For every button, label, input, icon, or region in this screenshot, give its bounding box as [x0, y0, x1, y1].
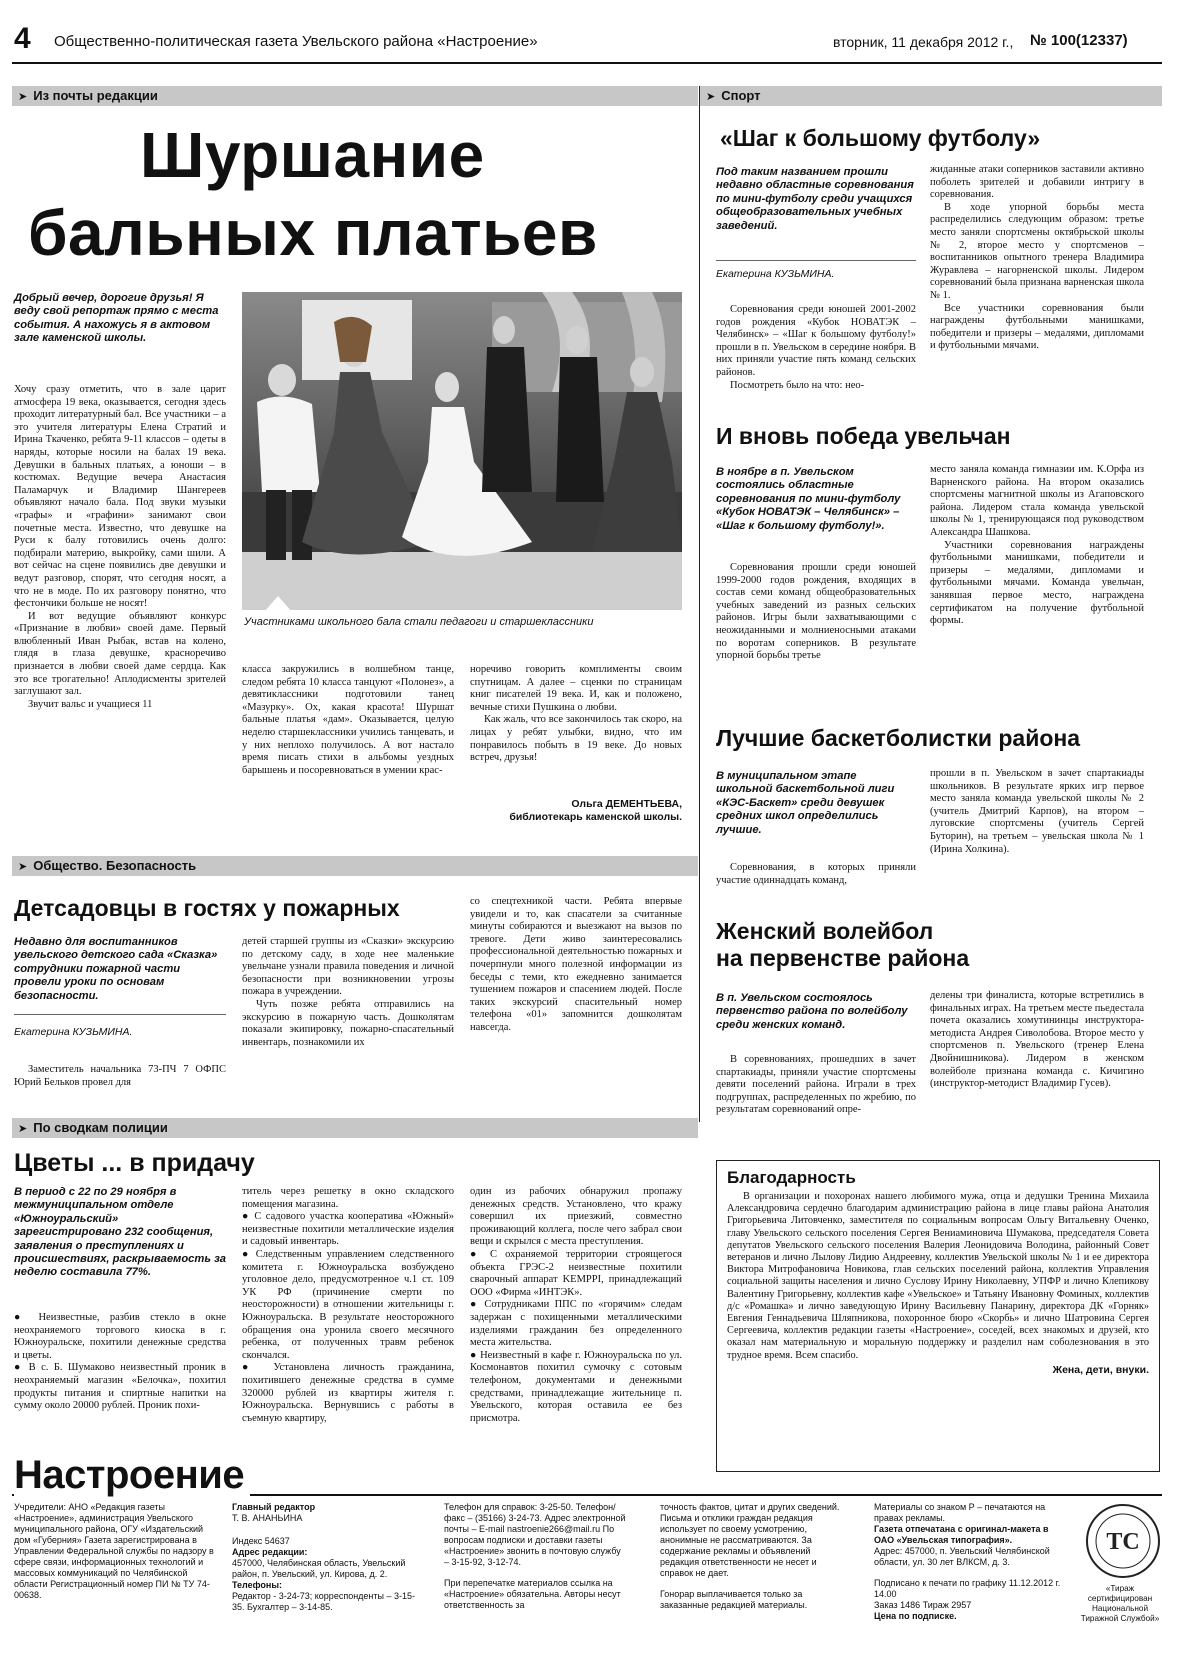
circulation-seal-icon [1084, 1502, 1162, 1580]
footer-ads-note: Материалы со знаком Р – печатаются на правах рекламы. [874, 1502, 1046, 1523]
ball-photo [242, 292, 682, 610]
paper-title: Общественно-политическая газета Увельского района «Настроение» [54, 33, 538, 50]
victory-paragraph: место заняла команда гимназии им. К.Орфа из Варненского района. На втором оказались спортсмены магнитной школы из Агаповского района. Лидером стала команда увельской школы № 1, тренирующаяся под руководством Александра Шашкова. [930, 464, 1144, 538]
ball-paragraph: норечиво говорить комплименты своим спутницам. А далее – сценки по страницам книг писателей 19 века. И, как и положено, вечные стихи Пушкина о любви. [470, 664, 682, 713]
arrow-icon: ➤ [18, 91, 28, 103]
caption-triangle-icon [264, 596, 292, 612]
football-paragraph: жиданные атаки соперников заставили активно поболеть зрителей и добавили интригу в соревнования. [930, 164, 1144, 201]
flowers-item-text: Следственным управлением следственного комитета г. Южноуральска возбуждено уголовное дело, предусмотренное ч.1 ст. 109 УК РФ (причинение смерти по неосторожности) в отношении жительницы г. Южноуральска. В результате неосторожного обращения она уронила своего месячного ребенка, от полученных травм ребенок скончался. [242, 1248, 454, 1361]
volleyball-title-line2: на первенстве района [716, 945, 970, 971]
firemen-column-3 [470, 896, 682, 1035]
ball-paragraph: Хочу сразу отметить, что в зале царит атмосфера 19 века, оказывается, сегодня здесь проходит литературный бал. Все участники – а это учителя литературы Елена Стратий и Ирина Ткаченко, ребята 9-11 классов – одеты в наряды, которые носили на балах 19 века. Девушки в бальных платьях, а юноши – в костюмах. Ведущие вечера Анастасия Паламарчук и Владимир Шангереев объявляют начало бала. Под звуки музыки «графы» и «графини» занимают свои почетные места. Известно, что девушке на Руси к балу готовились очень долго: подбирали материю, выкройку, сами шили. А вот сейчас на сцене появились две девушки и ведут разговор, спорят, что сегодня носят, а что не в моде. По их разговору понятно, что фестончики больше не носят! [14, 384, 226, 610]
ball-paragraph: И вот ведущие объявляют конкурс «Признание в любви» своей даме. Первый влюбленный Иван Рыбак, встав на колено, глядя в глаза девушке, красноречиво признается в любви своей даме сердца. Как это все трогательно! Аплодисменты зрителей заглушают зал. [14, 610, 226, 698]
firemen-column-1 [14, 1064, 226, 1089]
issue-date: вторник, 11 декабря 2012 г., [833, 34, 1014, 50]
footer-editor-label: Главный редактор [232, 1502, 316, 1512]
volleyball-title-line1: Женский волейбол [716, 918, 934, 944]
footer-address: 457000, Челябинская область, Увельский район, п. Увельский, ул. Кирова, д. 2. [232, 1558, 406, 1579]
firemen-author-rule [14, 1014, 226, 1015]
volleyball-paragraph: делены три финалиста, которые встретились в финальных играх. На третьем месте пьедестала почета оказались хомутининцы инструктора-методиста Андрея Сиволобова. Второе место у спортсменов п. Увельского (тренер Елена Двойнишникова). Лидером в женском волейболе признана команда с. Кичигино (инструктор-методист Владимир Гусев). [930, 990, 1144, 1090]
ball-title-line2: бальных платьев [28, 197, 598, 269]
victory-column-2 [930, 464, 1144, 628]
footer-phones-label: Телефоны: [232, 1580, 283, 1590]
flowers-item: ● В с. Б. Шумаково неизвестный проник в неохраняемый магазин «Белочка», похитил продукты питания и спиртные напитки на сумму около 20000 рублей. Проник похи- [14, 1362, 226, 1412]
footer-editor-block [232, 1502, 422, 1613]
flowers-item: ● Неизвестный в кафе г. Южноуральска по ул. Космонавтов похитил сумочку с сотовым телефоном, документами и денежными средствами, принадлежащие жительнице п. Увельского, которая оставила ее без присмотра. [470, 1349, 682, 1424]
volleyball-title [716, 918, 969, 972]
rubric-safety-label: Общество. Безопасность [33, 858, 197, 873]
basketball-paragraph: Соревнования, в которых приняли участие одиннадцать команд, [716, 862, 916, 886]
footer-price: Цена по подписке. [874, 1611, 957, 1621]
masthead-logo: Настроение [14, 1452, 250, 1498]
ball-title-line1: Шуршание [140, 119, 485, 191]
flowers-item: ● Следственным управлением следственного комитета г. Южноуральска возбуждено уголовное дело, предусмотренное ч.1 ст. 109 УК РФ (причинение смерти по неосторожности) в отношении жительницы г. Южноуральска. В результате неосторожного обращения она уронила своего месячного ребенка, от полученных травм ребенок скончался. [242, 1248, 454, 1361]
basketball-column-1 [716, 862, 916, 887]
football-column-2 [930, 164, 1144, 353]
football-author-rule [716, 260, 916, 261]
volleyball-lead: В п. Увельском состоялось первенство района по волейболу среди женских команд. [716, 992, 908, 1031]
volleyball-paragraph: В соревнованиях, прошедших в зачет спартакиады, приняли участие спортсмены девяти поселений района. Играли в трех подгруппах, распределенных по жребию, по результатам соревнований опре- [716, 1054, 916, 1116]
flowers-item-text: Неизвестный в кафе г. Южноуральска по ул. Космонавтов похитил сумочку с сотовым телефоном, документами и денежными средствами, принадлежащие жительнице п. Увельского, которая оставила ее без присмотра. [470, 1349, 682, 1424]
header-rule [12, 62, 1162, 64]
thanks-signature: Жена, дети, внуки. [1052, 1363, 1149, 1376]
seal-letters: ТС [1106, 1529, 1140, 1555]
firemen-author: Екатерина КУЗЬМИНА. [14, 1026, 133, 1038]
rubric-police-label: По сводкам полиции [33, 1120, 168, 1135]
footer-order: Заказ 1486 Тираж 2957 [874, 1600, 972, 1610]
firemen-paragraph: детей старшей группы из «Сказки» экскурсию по детскому саду, в ходе нее маленькие увельчане узнали правила поведения и личной безопасности при возникновении угрозы пожара в учреждении. [242, 936, 454, 998]
column-divider [699, 86, 700, 1122]
ball-paragraph: класса закружились в волшебном танце, следом ребята 10 класса танцуют «Полонез», а девятиклассники подготовили танец «Мазурку». Ох, какая красота! Шуршат бальные платья «дам». Оказывается, целую неделю старшеклассники учились танцевать, и у них неплохо получилось. А вот настало время писать стихи в альбомы уездных барышень и посоревноваться в умении крас- [242, 664, 454, 776]
flowers-item: ● Установлена личность гражданина, похитившего денежные средства в сумме 320000 рублей из квартиры жителя г. Южноуральска. Вернувшись с работы в съемную квартиру, [242, 1362, 454, 1424]
football-paragraph: Посмотреть было на что: нео- [730, 379, 865, 391]
flowers-item-text: Неизвестные, разбив стекло в окне неохраняемого торгового киоска в г. Южноуральске, похитили денежные средства и цветы. [14, 1312, 227, 1361]
ball-signature [440, 798, 682, 824]
firemen-paragraph: со спецтехникой части. Ребята впервые увидели и то, как спасатели за считанные минуты собираются и выезжают на вызов по тревоге. Дети живо заинтересовались профессиональной деятельностью пожарных и почерпнули много полезной информации из беседы с теми, кто ежедневно занимается тушением пожаров и спасением людей. После таких экскурсий спасительный номер телефона «01» запомнится дошколятам навсегда. [470, 896, 682, 1033]
basketball-title: Лучшие баскетболистки района [716, 725, 1081, 751]
flowers-item: ● Неизвестные, разбив стекло в окне неохраняемого торгового киоска в г. Южноуральске, похитили денежные средства и цветы. [14, 1312, 227, 1361]
football-paragraph: Все участники соревнования были награждены футбольными манишками, победители и призеры – медалями, дипломами и футбольными мячами. [930, 302, 1144, 352]
flowers-lead: В период с 22 по 29 ноября в межмуниципальном отделе «Южноуральский» зарегистрировано 232 сообщения, заявления о преступлениях и происшествиях, раскрываемость за неделю составила 77%. [14, 1186, 226, 1279]
footer-phones: Редактор - 3-24-73; корреспонденты – 3-15-35. Бухгалтер – 3-14-85. [232, 1591, 416, 1612]
flowers-item: ● Сотрудниками ППС по «горячим» следам задержан с похищенными металлическими изделиями гражданин без определенного места жительства. [470, 1299, 682, 1349]
footer-facts-block [660, 1502, 850, 1611]
football-author: Екатерина КУЗЬМИНА. [716, 268, 835, 280]
flowers-column-1 [14, 1312, 226, 1413]
rubric-mail-label: Из почты редакции [33, 88, 158, 103]
footer-fees: Гонорар выплачивается только за заказанные редакцией материалы. [660, 1589, 808, 1610]
footer-reprint: При перепечатке материалов ссылка на «Настроение» обязательна. Авторы несут ответственность за [444, 1578, 621, 1610]
flowers-item: ● С садового участка кооператива «Южный» неизвестные похитили металлические изделия и садовый инвентарь. [242, 1211, 454, 1248]
ball-lead: Добрый вечер, дорогие друзья! Я веду свой репортаж прямо с места события. А нахожусь я в актовом зале каменской школы. [14, 292, 219, 345]
football-paragraph: В ходе упорной борьбы места распределились следующим образом: третье место заняли спортсмены октябрьской школы № 2, второе место у спортсменов – воспитанников опытного тренера Владимира Журавлева – нагорненской школы. Лидером соревнований была признана варненская школа № 1. [930, 201, 1144, 301]
flowers-item: титель через решетку в окно складского помещения магазина. [242, 1186, 454, 1210]
footer-seal-text: «Тираж сертифицирован Национальной Тиражной Службой» [1080, 1584, 1160, 1623]
victory-title: И вновь победа увельчан [716, 423, 1011, 449]
footer-contacts: Телефон для справок: 3-25-50. Телефон/факс – (35166) 3-24-73. Адрес электронной почты – E-mail nastroenie266@mail.ru По вопросам подписки и доставки газеты «Настроение» звонить в почтовую службу – 3-15-92, 3-12-74. [444, 1502, 626, 1567]
ball-signature-role: библиотекарь каменской школы. [509, 811, 682, 823]
basketball-column-2 [930, 768, 1144, 856]
ball-paragraph: Звучит вальс и учащиеся 11 [28, 698, 153, 710]
victory-column-1 [716, 562, 916, 663]
flowers-item-text: Установлена личность гражданина, похитившего денежные средства в сумме 320000 рублей из квартиры жителя г. Южноуральска. Вернувшись с работы в съемную квартиру, [242, 1362, 454, 1424]
ball-paragraph: Как жаль, что все закончилось так скоро, на лицах у ребят улыбки, видно, что им понравилось побыть в 19 веке. До новых встреч, друзья! [470, 714, 682, 764]
issue-number: № 100(12337) [1030, 32, 1128, 49]
arrow-icon: ➤ [18, 861, 28, 873]
ball-column-2 [242, 664, 454, 777]
rubric-sport-label: Спорт [721, 88, 761, 103]
firemen-paragraph: Чуть позже ребята отправились на экскурсию в пожарную часть. Дошколятам показали экипировку, пожарно-спасательный инвентарь, познакомили их [242, 998, 454, 1048]
volleyball-column-1 [716, 1054, 916, 1117]
footer-signed: Подписано к печати по графику 11.12.2012 г. 14.00 [874, 1578, 1061, 1599]
ball-column-3 [470, 664, 682, 765]
footer-address-label: Адрес редакции: [232, 1547, 308, 1557]
footer-facts: точность фактов, цитат и других сведений. Письма и отклики граждан редакция использует по своему усмотрению, анонимные не рассматриваются. За содержание рекламы и объявлений редакция ответственности не несет и справок не дает. [660, 1502, 840, 1578]
footer-editor-name: Т. В. АНАНЬИНА [232, 1513, 303, 1523]
rubric-mail [12, 86, 698, 106]
ball-photo-caption: Участниками школьного бала стали педагоги и старшеклассники [244, 616, 594, 628]
flowers-item-text: Сотрудниками ППС по «горячим» следам задержан с похищенными металлическими изделиями гражданин без определенного места жительства. [470, 1299, 682, 1349]
basketball-paragraph: прошли в п. Увельском в зачет спартакиады школьников. В результате ярких игр первое место заняла команда увельской школы № 2 (учитель Дмитрий Карпов), на втором – луговские спортсмены (учитель Сергей Буторин), на третьем – увельская школа № 1 (Ирина Холкина). [930, 768, 1144, 855]
ball-photo-image [242, 292, 682, 610]
victory-paragraph: Соревнования прошли среди юношей 1999-2000 годов рождения, входящих в состав семи команд общеобразовательных учебных заведений из разных сельских районов. Игры были захватывающими с неожиданными и молниеносными атаками по воротам соперников. В результате упорной борьбы третье [716, 562, 916, 662]
rubric-police [12, 1118, 698, 1138]
footer-print-block [874, 1502, 1070, 1622]
arrow-icon: ➤ [706, 91, 716, 103]
rubric-sport [700, 86, 1162, 106]
firemen-column-2 [242, 936, 454, 1049]
football-lead: Под таким названием прошли недавно областные соревнования по мини-футболу среди учащихся общеобразовательных учебных заведений. [716, 166, 914, 232]
football-title: «Шаг к большому футболу» [720, 125, 1041, 151]
rubric-safety [12, 856, 698, 876]
footer-index: Индекс 54637 [232, 1536, 290, 1546]
flowers-item-text: В с. Б. Шумаково неизвестный проник в неохраняемый магазин «Белочка», похитил продукты питания и спиртные напитки на сумму около 20000 рублей. Проник похи- [14, 1362, 226, 1412]
ball-column-1 [14, 384, 226, 711]
flowers-item: один из рабочих обнаружил пропажу денежных средств. Установлено, что кражу совершил их приезжий, совместно проживающий коллега, после чего забрал свои вещи и скрылся с места преступления. [470, 1186, 682, 1248]
thanks-box [716, 1160, 1160, 1472]
football-paragraph: Соревнования среди юношей 2001-2002 годов рождения «Кубок НОВАТЭК – Челябинск» – «Шаг к большому футболу!» прошли в п. Увельском в середине ноября. В них приняли участие пять команд сельских районов. [716, 304, 916, 378]
firemen-lead: Недавно для воспитанников увельского детского сада «Сказка» сотрудники пожарной части провели уроки по основам безопасности. [14, 936, 218, 1002]
basketball-lead: В муниципальном этапе школьной баскетбольной лиги «КЭС-Баскет» среди девушек средних школ определились лучшие. [716, 770, 895, 836]
thanks-title: Благодарность [727, 1168, 856, 1187]
firemen-paragraph: Заместитель начальника 73-ПЧ 7 ОФПС Юрий Бельков провел для [14, 1064, 226, 1088]
thanks-text: В организации и похоронах нашего любимого мужа, отца и дедушки Тренина Михаила Александровича сердечно благодарим администрацию района в лице главы района Анатолия Григорьевича Литовченко, заместителя по социальным вопросам Ольгу Витальевну Оченко, главу Увельского сельского поселения Сергея Вениаминовича Шумакова, председателя Совета депутатов Увельского сельского поселения Валерия Леонидовича Володина, районный Совет ветеранов и лично Лылову Лидию Андреевну, коллектив Увельской школы № 1 и ее директора Виктора Митрофановича Новикова, глав сельских поселений района, коллектив Управления социальной защиты населения и лично Суслову Ирину Николаевну, УПФР и лично Клепикову Валентину Григорьевну, коллектив кафе «Увельское» и Татьяну Ивановну Фоминых, коллектив д/с «Ромашка» и лично заведующую Ирину Васильевну Панарину, директора ДК «Горняк» Евгения Геннадьевича Шляпникова, похоронное бюро «Скорбь» и лично Шатровина Сергея Сергеевича, коллектив редакции газеты «Настроение», соседей, всех знакомых и друзей, кто оказал нам материальную и моральную поддержку и разделил нам соболезнования в это трудное время. Всем спасибо. [727, 1191, 1149, 1361]
flowers-item-text: С охраняемой территории строящегося объекта ГРЭС-2 неизвестные похитили сварочный аппарат KEMPPI, принадлежащий ООО «Фирма «ИНТЭК». [470, 1248, 682, 1298]
victory-lead: В ноябре в п. Увельском состоялись областные соревнования по мини-футболу «Кубок НОВАТЭК – Челябинск» – «Шаг к большому футболу!». [716, 466, 901, 532]
flowers-column-2 [242, 1186, 454, 1425]
firemen-title: Детсадовцы в гостях у пожарных [14, 895, 400, 921]
flowers-column-3 [470, 1186, 682, 1425]
page-number: 4 [14, 22, 31, 55]
arrow-icon: ➤ [18, 1123, 28, 1135]
flowers-item: ● С охраняемой территории строящегося объекта ГРЭС-2 неизвестные похитили сварочный аппарат KEMPPI, принадлежащий ООО «Фирма «ИНТЭК». [470, 1248, 682, 1298]
footer-contacts-block [444, 1502, 626, 1611]
footer-print-address: Адрес: 457000, п. Увельский Челябинской области, ул. 30 лет ВЛКСМ, д. 3. [874, 1546, 1050, 1567]
flowers-item-text: С садового участка кооператива «Южный» неизвестные похитили металлические изделия и садовый инвентарь. [242, 1211, 454, 1248]
flowers-title: Цветы ... в придачу [14, 1149, 255, 1177]
football-column-1 [716, 304, 916, 392]
ball-signature-name: Ольга ДЕМЕНТЬЕВА, [571, 798, 682, 810]
footer-print-label: Газета отпечатана с оригинал-макета в ОАО «Увельская типография». [874, 1524, 1049, 1545]
volleyball-column-2 [930, 990, 1144, 1091]
victory-paragraph: Участники соревнования награждены футбольными манишками, победители и призеры – медалями, дипломами и футбольными мячами. Команда увельчан, занявшая первое место, награждена сертификатом на получение футбольной формы. [930, 539, 1144, 627]
footer-founders: Учредители: АНО «Редакция газеты «Настроение», администрация Увельского муниципального района, ОГУ «Издательский дом «Губерния» Газета зарегистрирована в Управлении Федеральной службы по надзору в сфере связи, информационных технологий и массовых коммуникаций по Челябинской области Регистрационный номер ПИ № ТУ 74-00638. [14, 1502, 214, 1600]
